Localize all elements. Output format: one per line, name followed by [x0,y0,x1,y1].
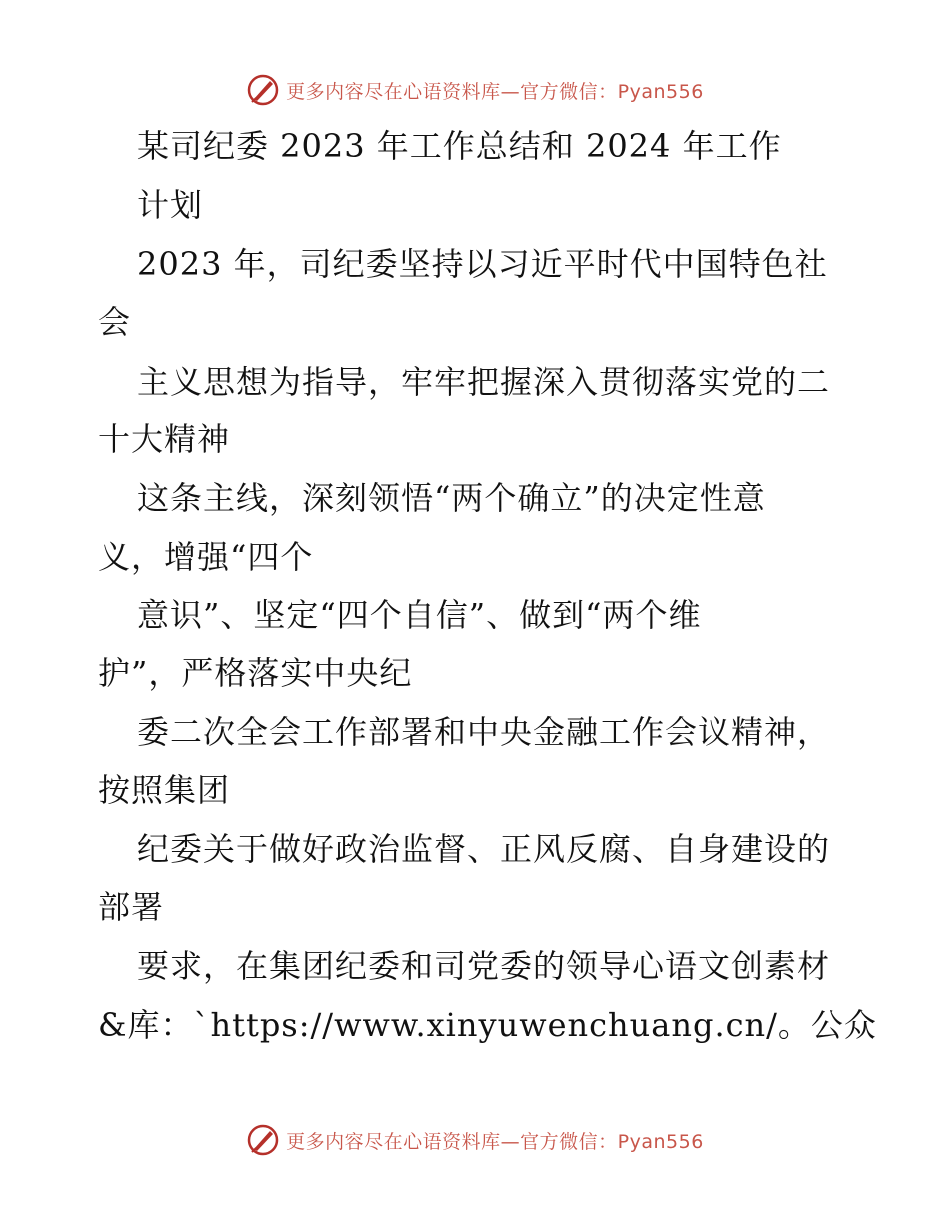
doc-line: 按照集团 [98,771,231,809]
doc-line: 这条主线，深刻领悟“两个确立”的决定性意 [137,479,766,517]
footer-banner-text: 更多内容尽在心语资料库—官方微信：Pyan556 [286,1130,704,1153]
doc-line: &库：`https://www.xinyuwenchuang.cn/。公众 [98,1006,877,1044]
doc-line: 2023 年，司纪委坚持以习近平时代中国特色社 [137,245,828,283]
doc-line: 十大精神 [98,420,231,458]
doc-line: 义，增强“四个 [98,538,314,576]
doc-line: 部署 [98,888,165,926]
doc-line: 意识”、坚定“四个自信”、做到“两个维 [137,596,702,634]
quill-pen-logo-icon [246,1123,280,1157]
doc-line: 某司纪委 2023 年工作总结和 2024 年工作 [137,127,782,165]
quill-pen-logo-icon [246,73,280,107]
footer-banner [0,1120,950,1160]
doc-line: 纪委关于做好政治监督、正风反腐、自身建设的 [137,830,831,868]
header-banner-text: 更多内容尽在心语资料库—官方微信：Pyan556 [286,80,704,103]
doc-line: 要求，在集团纪委和司党委的领导心语文创素材 [137,947,831,985]
doc-line: 护”，严格落实中央纪 [98,654,413,692]
doc-line: 委二次全会工作部署和中央金融工作会议精神， [137,713,831,751]
doc-line: 主义思想为指导，牢牢把握深入贯彻落实党的二 [137,363,831,401]
doc-line: 计划 [137,186,204,224]
doc-line: 会 [98,303,132,341]
header-banner [0,70,950,110]
